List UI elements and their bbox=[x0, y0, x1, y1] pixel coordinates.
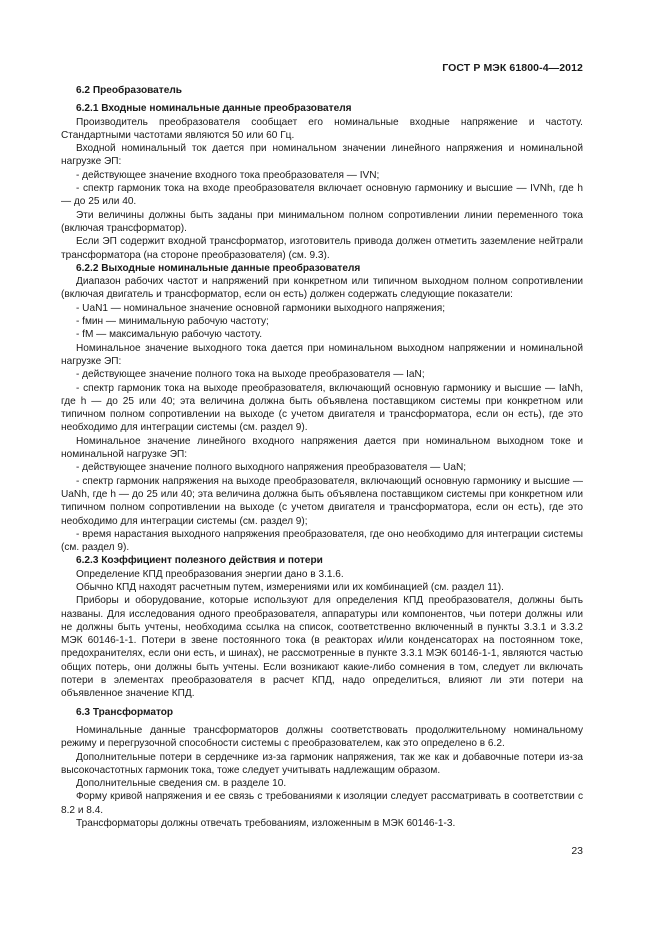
paragraph: Номинальные данные трансформаторов должны соответствовать продолжительному номинальному режиму и перегрузочной способности системы с преобразователем, как это определено в 6.2. bbox=[61, 724, 583, 750]
paragraph: Номинальное значение выходного тока дается при номинальном выходном напряжении и номинальной нагрузке ЭП: bbox=[61, 342, 583, 367]
paragraph: Дополнительные потери в сердечнике из-за гармоник напряжения, так же как и добавочные потери из-за высокочастотных гармоник тока, тоже следует учитывать надлежащим образом. bbox=[61, 751, 583, 776]
paragraph: - UaN1 — номинальное значение основной гармоники выходного напряжения; bbox=[76, 302, 445, 314]
paragraph: Производитель преобразователя сообщает его номинальные входные напряжение и частоту. Стандартными частотами являются 50 или 60 Гц. bbox=[61, 116, 583, 141]
paragraph: - fмин — минимальную рабочую частоту; bbox=[76, 316, 269, 328]
paragraph: - спектр гармоник тока на выходе преобразователя, включающий основную гармонику и высшие — IaNh, где h — до 25 или 40; эта величина должна быть объявлена поставщиком системы при конкретном или типичном полном сопротивлении на выходе (с учетом двигателя и трансформатора, если он есть), где это необходимо для интеграции системы (см. раздел 9). bbox=[61, 382, 583, 434]
document-body bbox=[61, 84, 583, 830]
subsection-heading: 6.2.2 Выходные номинальные данные преобразователя bbox=[76, 262, 361, 274]
paragraph: Приборы и оборудование, которые используют для определения КПД преобразователя, должны быть названы. Для исследования одного преобразователя, аппаратуры или компонентов, чьи потери должны или не должны быть учтены, необходима ссылка на список, соответственно включенный в пункты 3.3.1 и 3.3.2 МЭК 60146-1-1. Потери в звене постоянного тока (в реакторах и/или конденсаторах на постоянном токе, предохранителях, если они есть, и шинах), не рассмотренные в пункте 3.3.1 МЭК 60146-1-1, являются частью общих потерь, они должны быть учтены. Если возникают какие-либо сомнения в том, следует ли включать потери в элементах преобразователя в расчет КПД, надо определиться, влияют ли эти потери на объявленное значение КПД. bbox=[61, 595, 583, 700]
paragraph: - fM — максимальную рабочую частоту. bbox=[76, 329, 263, 341]
paragraph: Определение КПД преобразования энергии дано в 3.1.6. bbox=[76, 568, 344, 580]
document-header: ГОСТ Р МЭК 61800-4—2012 bbox=[442, 62, 583, 74]
paragraph: Номинальное значение линейного входного напряжения дается при номинальном выходном токе и номинальной нагрузке ЭП: bbox=[61, 435, 583, 461]
paragraph: - время нарастания выходного напряжения преобразователя, где оно необходимо для интеграции системы (см. раздел 9). bbox=[61, 528, 583, 554]
paragraph: - действующее значение входного тока преобразователя — IVN; bbox=[76, 169, 380, 181]
paragraph: - спектр гармоник тока на входе преобразователя включает основную гармонику и высшие — IVNh, где h — до 25 или 40. bbox=[61, 183, 583, 208]
page-number: 23 bbox=[571, 845, 583, 857]
paragraph: - действующее значение полного тока на выходе преобразователя — IaN; bbox=[76, 369, 425, 381]
paragraph: Обычно КПД находят расчетным путем, измерениями или их комбинацией (см. раздел 11). bbox=[76, 581, 504, 593]
paragraph: Диапазон рабочих частот и напряжений при конкретном или типичном выходном полном сопротивлении (включая двигатель и трансформатор, если он есть) должен содержать следующие показатели: bbox=[61, 276, 583, 301]
subsection-heading: 6.2.3 Коэффициент полезного действия и потери bbox=[76, 555, 323, 567]
section-heading: 6.3 Трансформатор bbox=[76, 706, 174, 718]
subsection-heading: 6.2.1 Входные номинальные данные преобразователя bbox=[76, 103, 352, 115]
paragraph: - спектр гармоник напряжения на выходе преобразователя, включающий основную гармонику и высшие — UaNh, где h — до 25 или 40; эта величина должна быть объявлена поставщиком системы при конкретном или типичном полном сопротивлении на выходе (с учетом двигателя и трансформатора, если он есть), где это необходимо для интеграции системы (см. раздел 9); bbox=[61, 475, 583, 527]
paragraph: - действующее значение полного выходного напряжения преобразователя — UaN; bbox=[76, 462, 467, 474]
paragraph: Трансформаторы должны отвечать требованиям, изложенным в МЭК 60146-1-3. bbox=[76, 818, 456, 830]
paragraph: Форму кривой напряжения и ее связь с требованиями к изоляции следует рассматривать в соответствии с 8.2 и 8.4. bbox=[61, 791, 583, 816]
paragraph: Эти величины должны быть заданы при минимальном полном сопротивлении линии переменного тока (включая трансформатор). bbox=[61, 209, 583, 234]
paragraph: Если ЭП содержит входной трансформатор, изготовитель привода должен отметить заземление нейтрали трансформатора (на стороне преобразователя) (см. 9.3). bbox=[61, 236, 583, 261]
paragraph: Дополнительные сведения см. в разделе 10. bbox=[76, 778, 287, 790]
section-heading: 6.2 Преобразователь bbox=[76, 85, 182, 96]
paragraph: Входной номинальный ток дается при номинальном значении линейного напряжения и номинальной нагрузке ЭП: bbox=[61, 143, 583, 168]
